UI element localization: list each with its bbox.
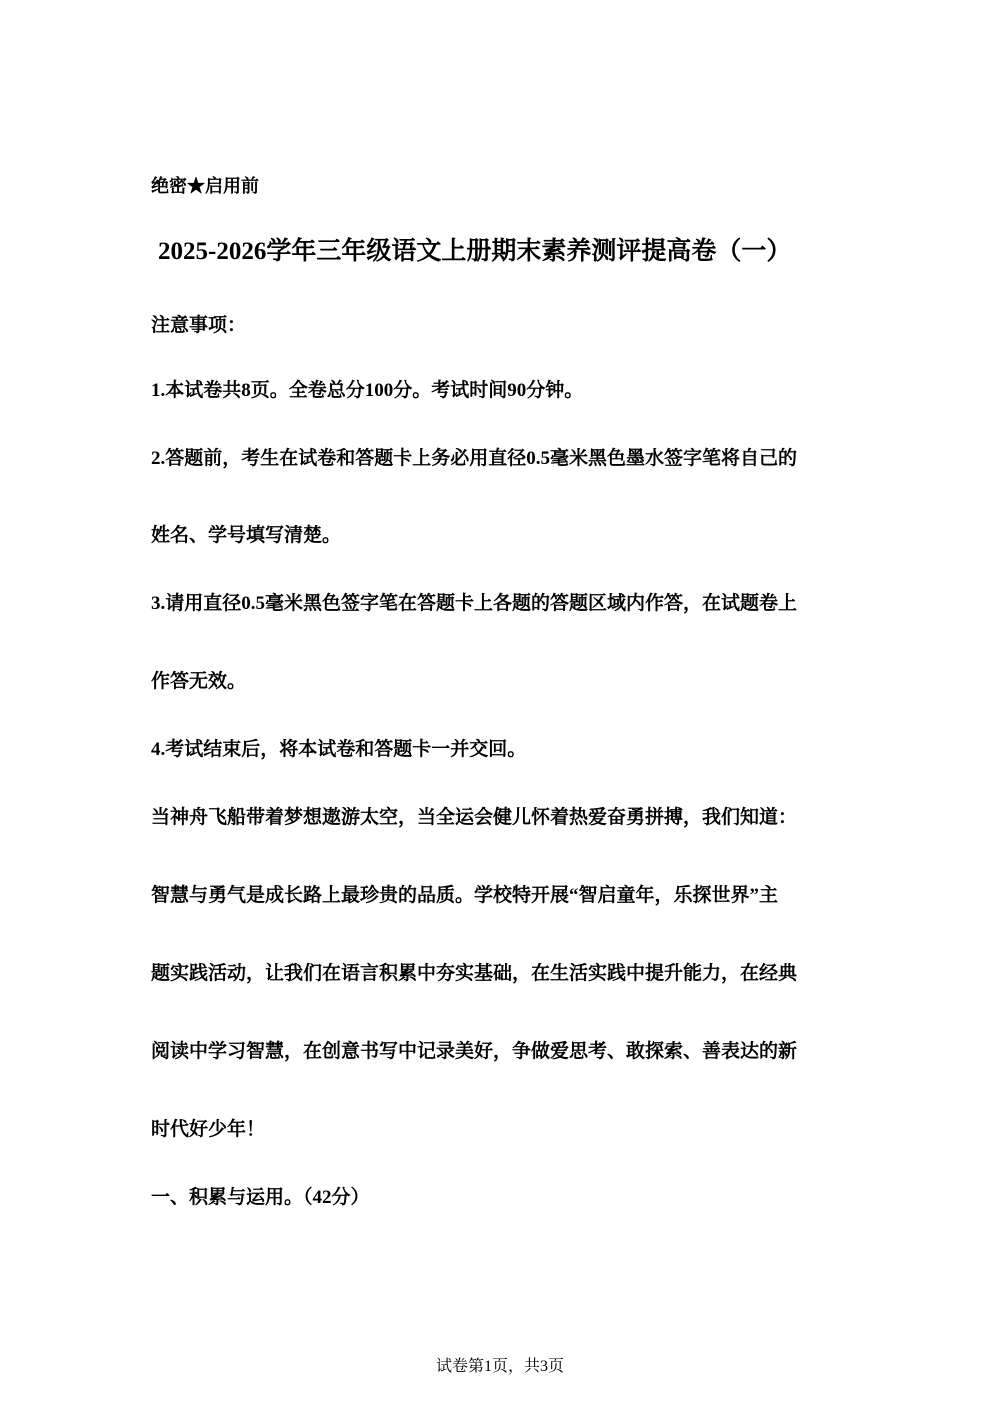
intro-paragraph-line: 智慧与勇气是成长路上最珍贵的品质。学校特开展“智启童年，乐探世界”主	[151, 885, 779, 906]
intro-paragraph-line: 阅读中学习智慧，在创意书写中记录美好，争做爱思考、敢探索、善表达的新	[151, 1041, 798, 1062]
notice-item: 4.考试结束后，将本试卷和答题卡一并交回。	[151, 739, 527, 760]
page-footer: 试卷第1页，共3页	[435, 1358, 564, 1375]
intro-paragraph-line: 题实践活动，让我们在语言积累中夯实基础，在生活实践中提升能力，在经典	[151, 963, 798, 984]
secret-label: 绝密★启用前	[151, 176, 259, 196]
notice-item-continued: 姓名、学号填写清楚。	[151, 525, 342, 546]
notice-item-continued: 作答无效。	[151, 671, 247, 692]
intro-paragraph-line: 当神舟飞船带着梦想遨游太空，当全运会健儿怀着热爱奋勇拼搏，我们知道：	[151, 807, 798, 828]
notice-item: 1.本试卷共8页。全卷总分100分。考试时间90分钟。	[151, 380, 584, 401]
notice-item: 3.请用直径0.5毫米黑色签字笔在答题卡上各题的答题区域内作答，在试题卷上	[151, 593, 798, 614]
notice-heading: 注意事项：	[151, 315, 247, 336]
intro-paragraph-line: 时代好少年！	[151, 1119, 266, 1140]
exam-title: 2025-2026学年三年级语文上册期末素养测评提高卷（一）	[158, 238, 792, 265]
section-heading: 一、积累与运用。（42分）	[151, 1187, 370, 1208]
notice-item: 2.答题前，考生在试卷和答题卡上务必用直径0.5毫米黑色墨水签字笔将自己的	[151, 448, 798, 469]
